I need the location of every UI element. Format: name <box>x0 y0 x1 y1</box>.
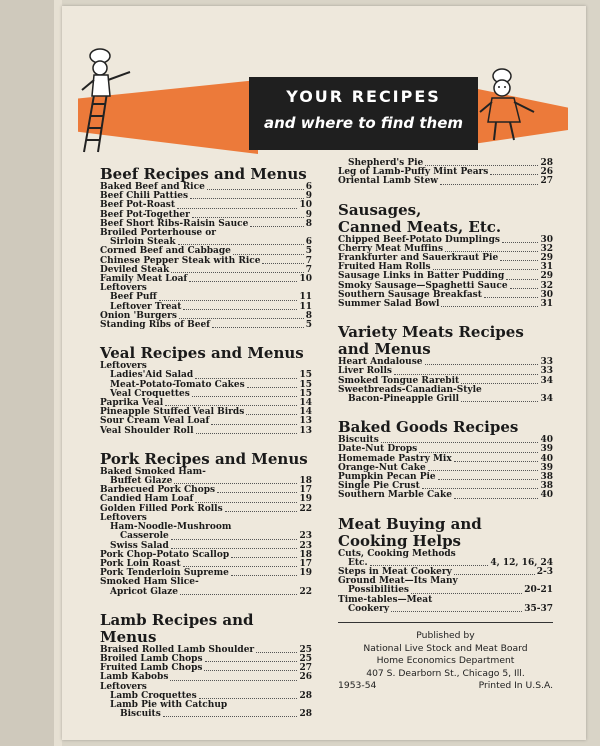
binding-strip <box>0 0 62 746</box>
entry-title: Pork Tenderloin Supreme <box>100 568 229 579</box>
section-gap <box>100 436 312 451</box>
index-entry <box>338 177 553 186</box>
entry-title: Fruited Ham Rolls <box>338 262 431 273</box>
index-entry <box>338 491 553 500</box>
entry-title: Shepherd's Pie <box>348 158 424 168</box>
dot-leader <box>250 226 303 227</box>
section-heading: Meat Buying and <box>338 514 482 533</box>
index-entry <box>338 300 553 309</box>
dot-leader <box>370 565 489 566</box>
entry-title: Pumpkin Pecan Pie <box>338 472 436 483</box>
dot-leader <box>256 652 297 653</box>
page-number: 19 <box>299 568 312 579</box>
entry-title: Broiled Lamb Chops <box>100 653 203 664</box>
entry-title: Oriental Lamb Stew <box>338 176 439 187</box>
page-number: 14 <box>299 407 312 418</box>
index-entry-label: Ground Meat—Its Many <box>338 576 458 587</box>
entry-title: Possibilities <box>348 585 410 596</box>
page-number: 10 <box>299 200 312 211</box>
page-number: 40 <box>540 490 553 501</box>
dot-leader <box>247 387 298 388</box>
entry-title: Braised Rolled Lamb Shoulder <box>100 644 255 655</box>
page-number: 31 <box>540 299 553 310</box>
page-number: 28 <box>540 158 553 168</box>
page-number: 33 <box>540 366 553 377</box>
dot-leader <box>189 281 297 282</box>
page-number: 22 <box>299 503 312 514</box>
dot-leader <box>171 539 298 540</box>
dot-leader <box>171 272 304 273</box>
dot-leader <box>205 661 298 662</box>
page-number: 6 <box>305 237 312 248</box>
page-number: 8 <box>305 218 312 229</box>
page-number: 13 <box>299 425 312 436</box>
page-number: 25 <box>299 644 312 655</box>
section-gap <box>338 187 553 202</box>
section-heading: Baked Goods Recipes <box>338 418 519 437</box>
section-heading: Veal Recipes and Menus <box>100 344 304 363</box>
dot-leader <box>170 680 297 681</box>
page-number: 20-21 <box>524 585 553 596</box>
entry-title: Southern Sausage Breakfast <box>338 289 482 300</box>
footer-year: 1953-54 <box>338 680 377 692</box>
entry-title: Single Pie Crust <box>338 481 420 492</box>
dot-leader <box>490 174 538 175</box>
dot-leader <box>195 378 297 379</box>
entry-title: Buffet Glaze <box>110 476 173 487</box>
entry-title: Veal Shoulder Roll <box>100 425 194 436</box>
dot-leader <box>159 300 298 301</box>
index-entry-label: Ham-Noodle-Mushroom <box>110 522 232 533</box>
dot-leader <box>419 452 538 453</box>
index-entry-label: Leftovers <box>100 361 147 372</box>
entry-title: Sirloin Steak <box>110 237 176 248</box>
section-heading: Lamb Recipes and Menus <box>100 610 254 646</box>
dot-leader <box>425 364 539 365</box>
dot-leader <box>180 594 297 595</box>
entry-title: Bacon-Pineapple Grill <box>348 394 460 405</box>
recipe-index-left-column <box>100 166 312 719</box>
page-number: 11 <box>299 301 312 312</box>
page-number: 34 <box>540 375 553 386</box>
page-number: 39 <box>540 462 553 473</box>
footer-publisher: National Live Stock and Meat Board <box>363 642 528 654</box>
page-number: 26 <box>299 672 312 683</box>
entry-title: Smoked Tongue Rarebit <box>338 375 460 386</box>
page-number: 28 <box>299 690 312 701</box>
dot-leader <box>179 318 304 319</box>
section-gap <box>338 404 553 419</box>
dot-leader <box>171 548 298 549</box>
entry-title: Heart Andalouse <box>338 357 423 368</box>
dot-leader <box>438 479 539 480</box>
dot-leader <box>211 424 297 425</box>
dot-leader <box>502 242 539 243</box>
entry-title: Onion 'Burgers <box>100 310 177 321</box>
section-gap <box>100 330 312 345</box>
dot-leader <box>207 189 304 190</box>
dot-leader <box>411 593 522 594</box>
entry-title: Sour Cream Veal Loaf <box>100 416 210 427</box>
dot-leader <box>500 260 538 261</box>
index-entry-label: Leftovers <box>100 283 147 294</box>
index-entry <box>100 710 312 719</box>
section-gap <box>338 501 553 516</box>
dot-leader <box>190 198 304 199</box>
entry-title: Pineapple Stuffed Veal Birds <box>100 407 245 418</box>
dot-leader <box>461 383 538 384</box>
entry-title: Pork Loin Roast <box>100 558 181 569</box>
page-number: 27 <box>540 176 553 187</box>
index-entry-label: Baked Smoked Ham- <box>100 466 206 477</box>
page-number: 39 <box>540 444 553 455</box>
entry-title: Orange-Nut Cake <box>338 462 426 473</box>
page-number: 30 <box>540 234 553 245</box>
dot-leader <box>217 492 297 493</box>
index-entry-label: Broiled Porterhouse or <box>100 228 216 239</box>
footer-published-by: Published by <box>416 630 475 641</box>
index-entry <box>100 588 312 597</box>
dot-leader <box>433 269 539 270</box>
footer-address: 407 S. Dearborn St., Chicago 5, Ill. <box>366 667 525 679</box>
entry-title: Meat-Potato-Tomato Cakes <box>110 379 245 390</box>
entry-title: Beef Short Ribs-Raisin Sauce <box>100 218 249 229</box>
entry-title: Barbecued Pork Chops <box>100 485 216 496</box>
page-number: 10 <box>299 274 312 285</box>
dot-leader <box>461 401 538 402</box>
page-number: 26 <box>540 167 553 178</box>
section-gap <box>100 597 312 612</box>
index-entry-label: Smoked Ham Slice- <box>100 577 199 588</box>
dot-leader <box>178 244 304 245</box>
index-entry-label: Sweetbreads-Canadian-Style <box>338 384 482 395</box>
dot-leader <box>183 309 297 310</box>
entry-title: Apricot Glaze <box>110 586 178 597</box>
dot-leader <box>195 502 297 503</box>
chef-girl-illustration <box>478 66 540 146</box>
dot-leader <box>262 263 303 264</box>
entry-title: Cookery <box>348 603 390 614</box>
page-number: 23 <box>299 531 312 542</box>
page-number: 18 <box>299 549 312 560</box>
dot-leader <box>454 574 535 575</box>
dot-leader <box>192 396 298 397</box>
page-number: 38 <box>540 481 553 492</box>
publisher-footer <box>338 622 553 693</box>
recipe-index-right-column <box>338 159 553 614</box>
dot-leader <box>506 279 538 280</box>
page-number: 30 <box>540 289 553 300</box>
page-number: 17 <box>299 485 312 496</box>
page-number: 28 <box>299 709 312 720</box>
entry-title: Liver Rolls <box>338 366 392 377</box>
page-number: 5 <box>305 246 312 257</box>
page-number: 5 <box>305 320 312 331</box>
dot-leader <box>425 165 538 166</box>
dot-leader <box>196 433 298 434</box>
dot-leader <box>225 511 298 512</box>
entry-title: Beef Chili Patties <box>100 191 189 202</box>
entry-title: Golden Filled Pork Rolls <box>100 503 223 514</box>
dot-leader <box>484 297 539 298</box>
dot-leader <box>177 208 297 209</box>
page-number: 2-3 <box>536 567 553 578</box>
index-entry-label: Leftovers <box>100 681 147 692</box>
dot-leader <box>192 217 304 218</box>
footer-printed: Printed In U.S.A. <box>478 680 553 692</box>
dot-leader <box>231 557 297 558</box>
dot-leader <box>174 483 297 484</box>
dot-leader <box>165 405 297 406</box>
entry-title: Standing Ribs of Beef <box>100 320 211 331</box>
entry-title: Beef Pot-Together <box>100 209 190 220</box>
page-number: 15 <box>299 379 312 390</box>
entry-title: Chipped Beef-Potato Dumplings <box>338 234 500 245</box>
banner-subtitle: and where to find them <box>263 114 464 132</box>
section-heading: Canned Meats, Etc. <box>338 217 502 236</box>
page-number: 29 <box>540 253 553 264</box>
dot-leader <box>391 611 522 612</box>
page-number: 9 <box>305 191 312 202</box>
dot-leader <box>454 461 539 462</box>
dot-leader <box>212 327 304 328</box>
entry-title: Biscuits <box>338 435 379 446</box>
entry-title: Fruited Lamb Chops <box>100 663 203 674</box>
chef-on-ladder-illustration <box>74 44 134 154</box>
index-entry <box>338 395 553 404</box>
title-banner <box>249 77 478 150</box>
page-number: 6 <box>305 182 312 192</box>
page-number: 11 <box>299 292 312 303</box>
page-edge <box>54 0 62 746</box>
dot-leader <box>246 414 297 415</box>
entry-title: Corned Beef and Cabbage <box>100 246 231 257</box>
index-entry <box>338 605 553 614</box>
index-entry <box>100 427 312 436</box>
entry-title: Paprika Veal <box>100 398 164 409</box>
page-number: 35-37 <box>524 603 553 614</box>
dot-leader <box>204 670 297 671</box>
entry-title: Cherry Meat Muffins <box>338 243 444 254</box>
banner-title: YOUR RECIPES <box>286 87 441 106</box>
entry-title: Etc. <box>348 557 368 568</box>
page-number: 34 <box>540 394 553 405</box>
page-number: 17 <box>299 558 312 569</box>
section-gap <box>338 309 553 324</box>
section-heading: Beef Recipes and Menus <box>100 165 307 183</box>
index-entry-label: Cuts, Cooking Methods <box>338 548 456 559</box>
dot-leader <box>394 374 539 375</box>
entry-title: Swiss Salad <box>110 540 169 551</box>
page-number: 18 <box>299 476 312 487</box>
page-number: 32 <box>540 243 553 254</box>
dot-leader <box>163 716 298 717</box>
page-number: 9 <box>305 209 312 220</box>
dot-leader <box>510 288 539 289</box>
dot-leader <box>440 184 538 185</box>
dot-leader <box>454 498 539 499</box>
dot-leader <box>231 575 298 576</box>
entry-title: Beef Pot-Roast <box>100 200 176 211</box>
page-number: 7 <box>305 255 312 266</box>
dot-leader <box>381 442 539 443</box>
entry-title: Casserole <box>120 531 169 542</box>
dot-leader <box>422 488 539 489</box>
entry-title: Candied Ham Loaf <box>100 494 194 505</box>
entry-title: Ladies'Aid Salad <box>110 370 194 381</box>
entry-title: Southern Marble Cake <box>338 490 452 501</box>
page-number: 27 <box>299 663 312 674</box>
entry-title: Baked Beef and Rice <box>100 182 205 192</box>
entry-title: Chinese Pepper Steak with Rice <box>100 255 261 266</box>
section-heading: Pork Recipes and Menus <box>100 449 308 468</box>
index-entry-label: Lamb Pie with Catchup <box>110 699 228 710</box>
dot-leader <box>441 306 538 307</box>
page-number: 14 <box>299 398 312 409</box>
entry-title: Lamb Croquettes <box>110 690 197 701</box>
entry-title: Leftover Treat <box>110 301 182 312</box>
entry-title: Smoky Sausage—Spaghetti Sauce <box>338 280 508 291</box>
entry-title: Leg of Lamb-Puffy Mint Pears <box>338 167 489 178</box>
index-entry-label: Time-tables—Meat <box>338 594 433 605</box>
section-heading: Sausages, <box>338 200 422 219</box>
page-number: 15 <box>299 388 312 399</box>
dot-leader <box>199 698 298 699</box>
dot-leader <box>445 251 538 252</box>
page-number: 23 <box>299 540 312 551</box>
entry-title: Deviled Steak <box>100 264 170 275</box>
entry-title: Pork Chop-Potato Scallop <box>100 549 230 560</box>
page-number: 33 <box>540 357 553 368</box>
entry-title: Sausage Links in Batter Pudding <box>338 271 505 282</box>
page-number: 38 <box>540 472 553 483</box>
entry-title: Steps in Meat Cookery <box>338 567 452 578</box>
page-number: 25 <box>299 653 312 664</box>
page-number: 19 <box>299 494 312 505</box>
dot-leader <box>233 254 304 255</box>
entry-title: Veal Croquettes <box>110 388 190 399</box>
page-number: 32 <box>540 280 553 291</box>
entry-title: Frankfurter and Sauerkraut Pie <box>338 253 499 264</box>
page-number: 4, 12, 16, 24 <box>490 557 553 568</box>
entry-title: Date-Nut Drops <box>338 444 418 455</box>
entry-title: Summer Salad Bowl <box>338 299 440 310</box>
page-number: 29 <box>540 271 553 282</box>
section-heading: Variety Meats Recipes <box>338 323 524 342</box>
footer-department: Home Economics Department <box>376 655 515 667</box>
page-number: 40 <box>540 453 553 464</box>
page-number: 7 <box>305 264 312 275</box>
index-entry-label: Leftovers <box>100 512 147 523</box>
page-number: 22 <box>299 586 312 597</box>
entry-title: Lamb Kabobs <box>100 672 169 683</box>
entry-title: Homemade Pastry Mix <box>338 453 452 464</box>
section-heading: Cooking Helps <box>338 531 462 550</box>
page-number: 15 <box>299 370 312 381</box>
section-heading: and Menus <box>338 340 431 359</box>
page-number: 31 <box>540 262 553 273</box>
page-number: 8 <box>305 310 312 321</box>
entry-title: Biscuits <box>120 709 161 720</box>
entry-title: Family Meat Loaf <box>100 274 188 285</box>
index-entry <box>100 321 312 330</box>
page-number: 13 <box>299 416 312 427</box>
entry-title: Beef Puff <box>110 292 157 303</box>
dot-leader <box>183 566 298 567</box>
dot-leader <box>428 470 539 471</box>
page-number: 40 <box>540 435 553 446</box>
